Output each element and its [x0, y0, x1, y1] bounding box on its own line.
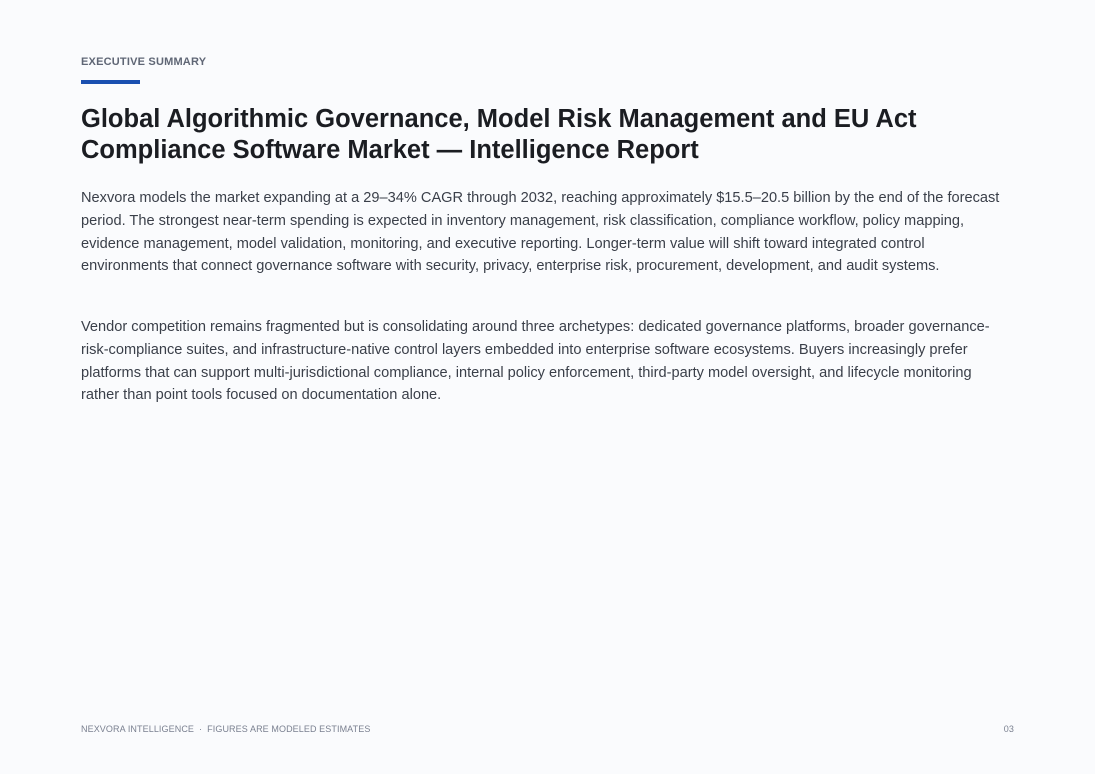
- accent-rule: [81, 80, 140, 84]
- summary-paragraph-2: Vendor competition remains fragmented but is consolidating around three archetypes: dedicated governance platforms, broader governance-risk-compliance suites, and infrastructure-native control layers embedded into enterprise software ecosystems. Buyers increasingly prefer platforms that can support multi-jurisdictional compliance, internal policy enforcement, third-party model oversight, and lifecycle monitoring rather than point tools focused on documentation alone.: [81, 319, 990, 404]
- page-number: 03: [1003, 724, 1014, 734]
- page-title: Global Algorithmic Governance, Model Risk Management and EU Act Compliance Software Market — Intelligence Report: [81, 105, 917, 164]
- page-footer: [81, 724, 1014, 734]
- footer-credit: [81, 724, 1014, 734]
- report-page: [81, 0, 1014, 774]
- summary-paragraph-1: Nexvora models the market expanding at a 29–34% CAGR through 2032, reaching approximately $15.5–20.5 billion by the end of the forecast period. The strongest near-term spending is expected in inventory management, risk classification, compliance workflow, policy mapping, evidence management, model validation, monitoring, and executive reporting. Longer-term value will shift toward integrated control environments that connect governance software with security, privacy, enterprise risk, procurement, development, and audit systems.: [81, 190, 1000, 275]
- footer-separator: ·: [199, 724, 203, 734]
- footer-note: FIGURES ARE MODELED ESTIMATES: [207, 724, 371, 734]
- section-eyebrow: EXECUTIVE SUMMARY: [81, 56, 207, 68]
- footer-brand: NEXVORA INTELLIGENCE: [81, 724, 195, 734]
